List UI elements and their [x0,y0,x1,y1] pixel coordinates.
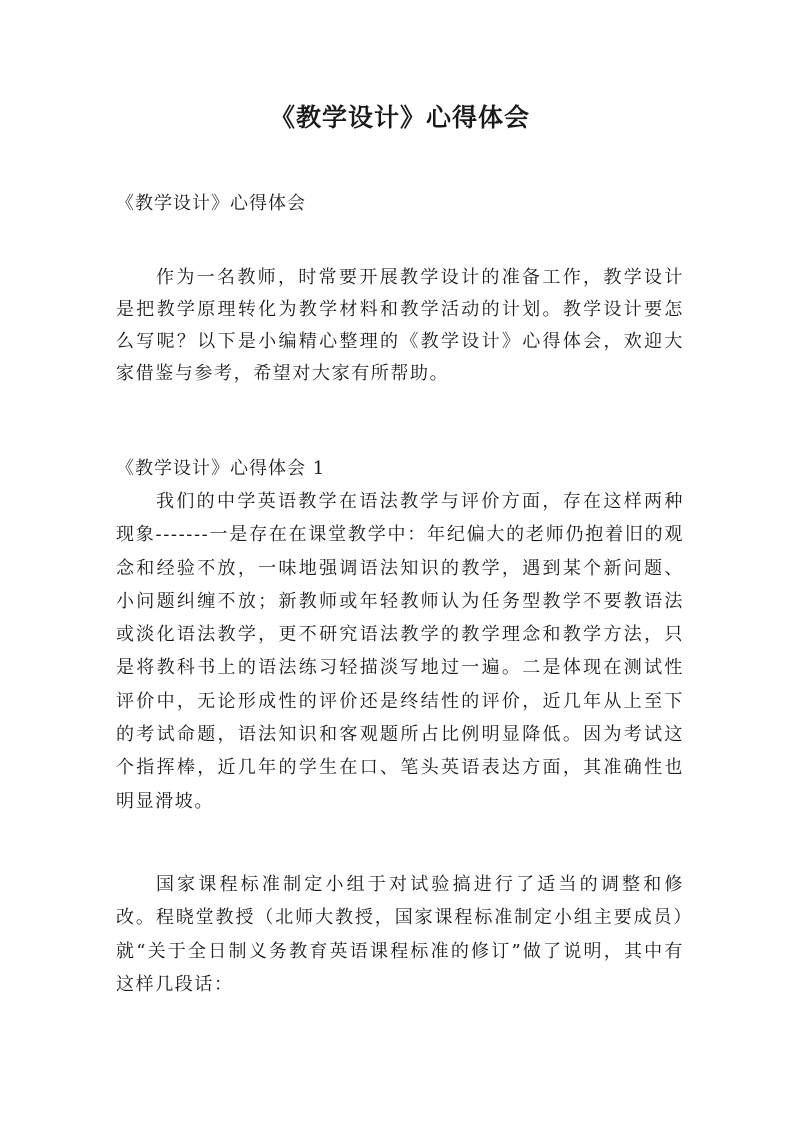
body-paragraph: 我们的中学英语教学在语法教学与评价方面，存在这样两种现象-------一是存在在课堂教学中：年纪偏大的老师仍抱着旧的观念和经验不放，一味地强调语法知识的教学，遇到某个新问题、小问题纠缠不放；新教师或年轻教师认为任务型教学不要教语法或淡化语法教学，更不研究语法教学的教学理念和教学方法，只是将教科书上的语法练习轻描淡写地过一遍。二是体现在测试性评价中，无论形成性的评价还是终结性的评价，近几年从上至下的考试命题，语法知识和客观题所占比例明显降低。因为考试这个指挥棒，近几年的学生在口、笔头英语表达方面，其准确性也明显滑坡。 [116,491,684,812]
document-title: 《教学设计》心得体会 [269,103,530,132]
document-subtitle: 《教学设计》心得体会 [116,193,306,214]
body-paragraph: 国家课程标准制定小组于对试验搞进行了适当的调整和修改。程晓堂教授（北师大教授，国家课程标准制定小组主要成员）就“关于全日制义务教育英语课程标准的修订”做了说明，其中有这样几段话： [116,874,684,995]
section-heading: 《教学设计》心得体会 1 [116,458,326,479]
intro-paragraph: 作为一名教师，时常要开展教学设计的准备工作，教学设计是把教学原理转化为教学材料和教学活动的计划。教学设计要怎么写呢？以下是小编精心整理的《教学设计》心得体会，欢迎大家借鉴与参考，希望对大家有所帮助。 [116,267,684,384]
